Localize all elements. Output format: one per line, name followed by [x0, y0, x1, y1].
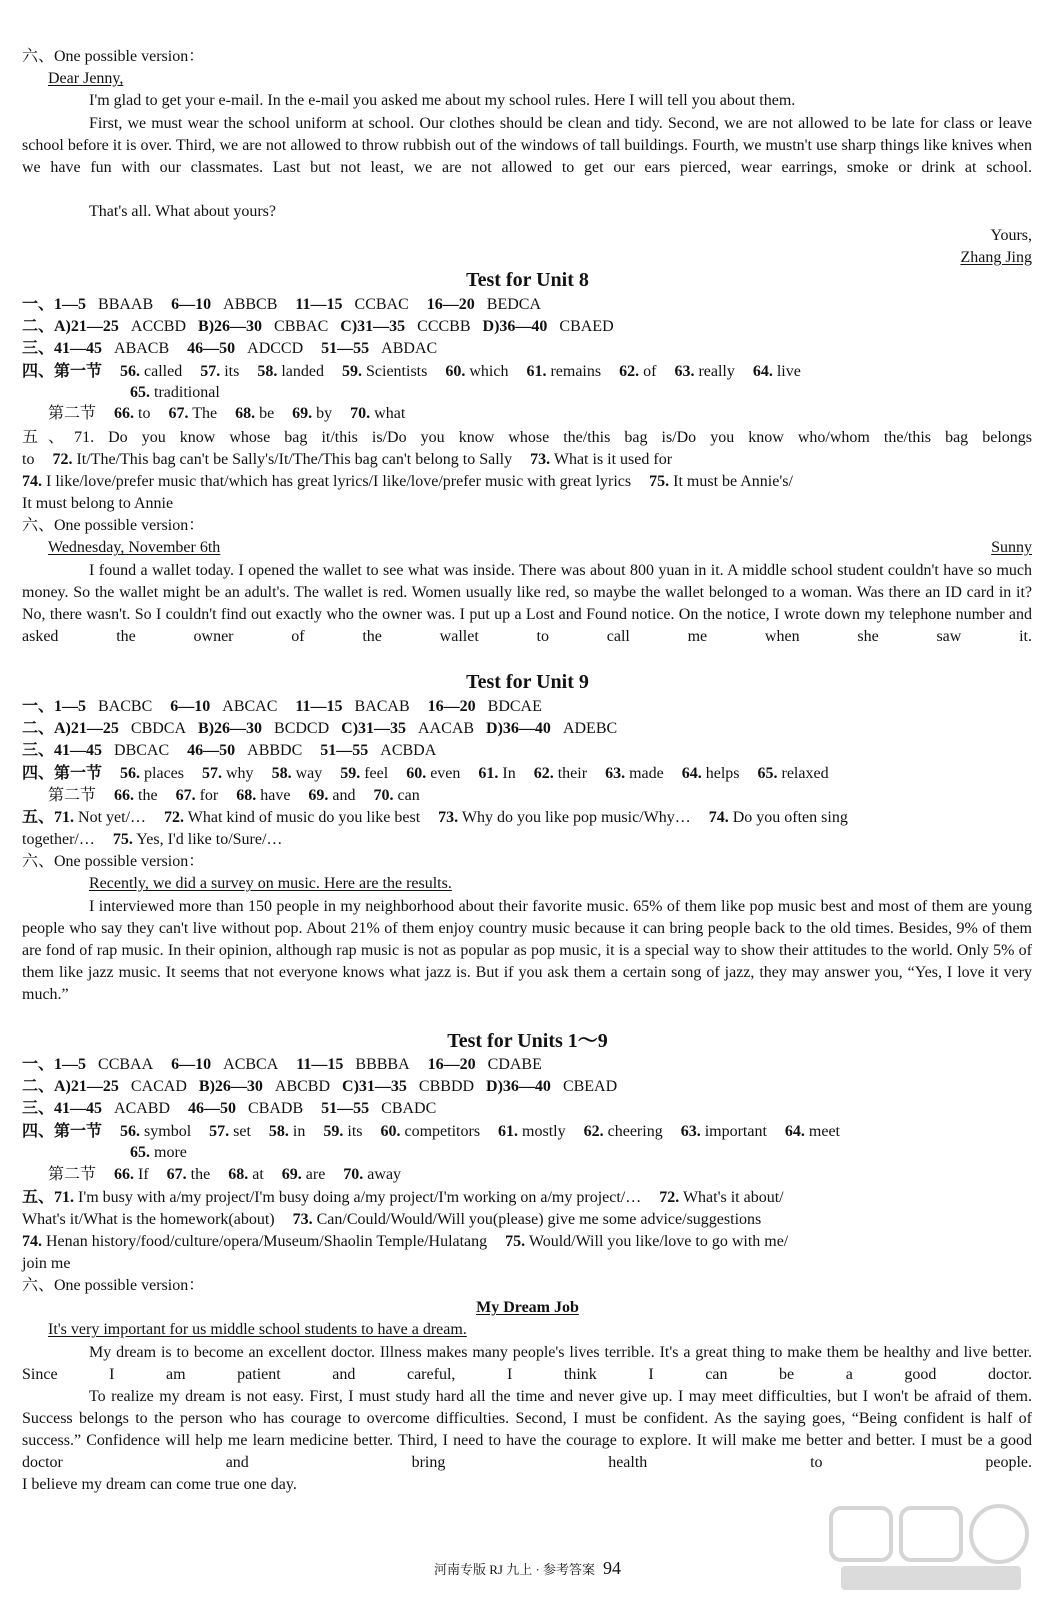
letter-paragraph-2: First, we must wear the school uniform at school. Our clothes should be clean and tidy. Second, we are not allowed to be late for class or leave school before it is over. Third, we are not allowed to throw rubbish out of the windows of tall buildings. Fourth, we mustn't use sharp things like knives when we have fun with our classmates. Last but not least, we are not allowed to get our ears pierced, wear earrings, smoke or drink at school.	[22, 115, 1032, 176]
essay-intro: It's very important for us middle school students to have a dream.	[48, 1321, 467, 1338]
units1-9-section-5-line-3: 74. Henan history/food/culture/opera/Museum/Shaolin Temple/Hulatang 75. Would/Will you like/love to go with me/	[22, 1233, 789, 1250]
unit8-section-5-line-4: It must belong to Annie	[22, 495, 174, 512]
letter-signature: Zhang Jing	[960, 249, 1032, 266]
units1-9-section-4-part-1-cont: 65. more	[130, 1144, 187, 1161]
unit8-section-4-part-1-cont: 65. traditional	[130, 384, 220, 401]
unit8-section-1: 一、1—5 BBAAB 6—10 ABBCB 11—15 CCBAC 16—20 BEDCA	[22, 296, 541, 313]
page-number: 94	[603, 1558, 622, 1578]
unit9-title: Test for Unit 9	[466, 671, 589, 693]
unit8-section-4-part-2: 第二节 66. to 67. The 68. be 69. by 70. what	[48, 405, 406, 422]
unit8-section-3: 三、41—45 ABACB 46—50 ADCCD 51—55 ABDAC	[22, 340, 438, 357]
unit9-section-4-part-1: 四、第一节 56. places 57. why 58. way 59. feel 60. even 61. In 62. their 63. made 64. helps 65. relaxed	[22, 765, 829, 782]
letter-closing: Yours,	[990, 227, 1032, 244]
unit9-section-4-part-2: 第二节 66. the 67. for 68. have 69. and 70. can	[48, 787, 420, 804]
section-6-label: 六、One possible version：	[22, 48, 205, 65]
units1-9-section-1: 一、1—5 CCBAA 6—10 ACBCA 11—15 BBBBA 16—20 CDABE	[22, 1056, 542, 1073]
essay-title: My Dream Job	[476, 1299, 579, 1316]
unit8-section-5-line-2: to 72. It/The/This bag can't be Sally's/It/The/This bag can't belong to Sally 73. What is it used for	[22, 451, 673, 468]
letter-paragraph-3: That's all. What about yours?	[89, 203, 276, 220]
survey-intro: Recently, we did a survey on music. Here are the results.	[89, 875, 452, 892]
units1-9-section-3: 三、41—45 ACABD 46—50 CBADB 51—55 CBADC	[22, 1100, 437, 1117]
unit9-section-6-label: 六、One possible version：	[22, 853, 205, 870]
diary-date: Wednesday, November 6th	[48, 539, 221, 556]
survey-text: I interviewed more than 150 people in my neighborhood about their favorite music. 65% of them like pop music best and most of them are young people who say they can't live without pop. About 21% of them enjoy country music because it can bring people back to the old times. Besides, 9% of them are fond of rap music. In their opinion, although rap music is not as popular as pop music, it is a special way to show their attitudes to the world. Only 5% of them like jazz music. It seems that not everyone knows what jazz is. But if you ask them a certain song of jazz, they may answer you, “Yes, I love it very much.”	[22, 898, 1032, 1003]
diary-text: I found a wallet today. I opened the wallet to see what was inside. There was about 800 yuan in it. A middle school student couldn't have so much money. So the wallet might be an adult's. The wallet is red. Women usually like red, so maybe the wallet belonged to a woman. Was there an ID card in it? No, there wasn't. So I couldn't find out exactly who the owner was. I put up a Lost and Found notice. On the notice, I wrote down my telephone number and asked the owner of the wallet to call me when she saw it.	[22, 562, 1032, 645]
units1-9-section-6-label: 六、One possible version：	[22, 1277, 205, 1294]
essay-paragraph-3: I believe my dream can come true one day.	[22, 1476, 297, 1493]
unit8-section-5-line-3: 74. I like/love/prefer music that/which has great lyrics/I like/love/prefer music with great lyrics 75. It must be Annie's/	[22, 473, 793, 490]
essay-paragraph-2: To realize my dream is not easy. First, I must study hard all the time and never give up. I may meet difficulties, but I won't be afraid of them. Success belongs to the person who has courage to overcome difficulties. Second, I must be confident. As the saying goes, “Being confident is half of success.” Confidence will help me learn medicine better. Third, I need to have the courage to explore. It will make me better and better. I must be a good doctor and bring health to people.	[22, 1388, 1032, 1471]
unit9-section-5-line-1: 五、71. Not yet/… 72. What kind of music do you like best 73. Why do you like pop music/Why… 74. Do you often sing	[22, 809, 848, 826]
unit9-section-3: 三、41—45 DBCAC 46—50 ABBDC 51—55 ACBDA	[22, 742, 437, 759]
units1-9-section-5-line-2: What's it/What is the homework(about) 73. Can/Could/Would/Will you(please) give me some advice/suggestions	[22, 1211, 762, 1228]
units1-9-section-2: 二、A)21—25 CACAD B)26—30 ABCBD C)31—35 CBBDD D)36—40 CBEAD	[22, 1078, 618, 1095]
essay-paragraph-1: My dream is to become an excellent doctor. Illness makes many people's lives terrible. It's a great thing to make them be healthy and live better. Since I am patient and careful, I think I can be a good doctor.	[22, 1344, 1032, 1383]
unit8-section-4-part-1: 四、第一节 56. called 57. its 58. landed 59. Scientists 60. which 61. remains 62. of 63. really 64. live	[22, 363, 801, 380]
units1-9-title: Test for Units 1～9	[447, 1030, 608, 1052]
unit8-section-6-label: 六、One possible version：	[22, 517, 205, 534]
units1-9-section-5-line-1: 五、71. I'm busy with a/my project/I'm busy doing a/my project/I'm working on a/my project/… 72. What's it about/	[22, 1189, 784, 1206]
footer-label: 河南专版 RJ 九上 · 参考答案	[433, 1562, 596, 1577]
letter-greeting: Dear Jenny,	[48, 70, 124, 87]
unit9-section-5-line-2: together/… 75. Yes, I'd like to/Sure/…	[22, 831, 283, 848]
letter-paragraph-1: I'm glad to get your e-mail. In the e-mail you asked me about my school rules. Here I will tell you about them.	[89, 92, 796, 109]
unit9-section-2: 二、A)21—25 CBDCA B)26—30 BCDCD C)31—35 AACAB D)36—40 ADEBC	[22, 720, 618, 737]
diary-weather: Sunny	[991, 539, 1032, 556]
units1-9-section-4-part-2: 第二节 66. If 67. the 68. at 69. are 70. away	[48, 1166, 402, 1183]
unit8-section-5-line-1: 五、71. Do you know whose bag it/this is/Do you know whose the/this bag is/Do you know who/whom the/this bag belongs	[22, 429, 1032, 446]
units1-9-section-5-line-4: join me	[22, 1255, 71, 1272]
units1-9-section-4-part-1: 四、第一节 56. symbol 57. set 58. in 59. its 60. competitors 61. mostly 62. cheering 63. important 64. meet	[22, 1123, 840, 1140]
unit8-title: Test for Unit 8	[466, 269, 589, 291]
unit8-section-2: 二、A)21—25 ACCBD B)26—30 CBBAC C)31—35 CCCBB D)36—40 CBAED	[22, 318, 614, 335]
watermark-logo-icon	[827, 1500, 1037, 1595]
unit9-section-1: 一、1—5 BACBC 6—10 ABCAC 11—15 BACAB 16—20 BDCAE	[22, 698, 542, 715]
